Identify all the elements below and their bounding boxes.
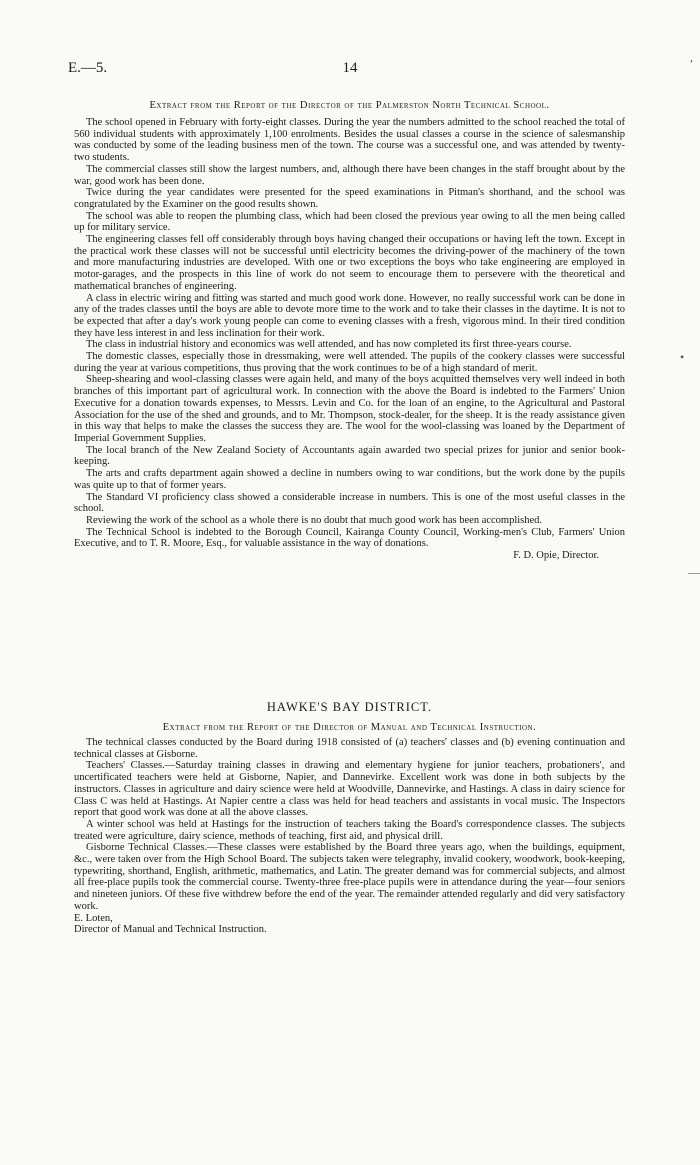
paragraph: The school was able to reopen the plumbing class, which had been closed the previous year owing to all the men being called up for military service. <box>74 210 625 234</box>
paragraph: The arts and crafts department again showed a decline in numbers owing to war conditions, but the work done by the pupils was quite up to that of former years. <box>74 468 625 491</box>
page-header <box>68 60 632 82</box>
paragraph: Sheep-shearing and wool-classing classes were again held, and many of the boys acquitted themselves very well indeed in both branches of this important part of agricultural work. In connection with the above the Board is indebted to the Farmers' Union Executive for a donation towards expenses, to Messrs. Levin and Co. for the loan of an engine, to the Agricultural and Pastoral Association for the use of the shed and grounds, and to Mr. Thompson, stock-dealer, for the sheep. It is the ready assistance given in this way that helps to make the classes the success they are. The wool for the wool-classing was loaned by the Department of Imperial Government Supplies. <box>74 374 625 444</box>
report-reference: E.—5. <box>68 60 108 76</box>
paragraph: The school opened in February with forty-eight classes. During the year the numbers admitted to the school reached the total of 560 individual students with approximately 1,100 enrolments. Besides the usual classes a course in the science of salesmanship was conducted by some of the leading business men of the town. The course was a successful one, and was attended by twenty-two students. <box>74 117 625 164</box>
district-heading: HAWKE'S BAY DISTRICT. <box>266 700 433 714</box>
section2-title: Extract from the Report of the Director of Manual and Technical Instruction. <box>162 722 537 733</box>
paragraph: The class in industrial history and economics was well attended, and has now completed its first three-years course. <box>86 339 572 351</box>
paragraph: Gisborne Technical Classes.—These classes were established by the Board three years ago, when the buildings, equipment, &c., were taken over from the High School Board. The subjects taken were telegraphy, invalid cookery, woodwork, book-keeping, typewriting, shorthand, English, arithmetic, mathematics, and Latin. The greater demand was for commercial subjects, and almost all free-place pupils took the commercial course. Twenty-three free-place pupils were in attendance during the year—four seniors and nineteen juniors. Of these five withdrew before the end of the year. The remainder attended regularly and did very satisfactory work. <box>74 842 625 912</box>
section1-title: Extract from the Report of the Director of the Palmerston North Technical School. <box>149 100 550 111</box>
section2-body <box>74 737 625 936</box>
paragraph: The engineering classes fell off considerably through boys having changed their occupations or having left the town. Except in the practical work these classes will not be successful until electricity becomes the driving-power of the machinery of the town and more manufacturing industries are developed. With one or two exceptions the boys who take engineering are employed in motor-garages, and the prospects in this line of work do not seem to encourage them to persevere with the theoretical and mathematical branches of engineering. <box>74 234 625 292</box>
page-number: 14 <box>342 60 358 76</box>
paragraph: The Standard VI proficiency class showed a considerable increase in numbers. This is one of the most useful classes in the school. <box>74 491 625 515</box>
paragraph: Reviewing the work of the school as a whole there is no doubt that much good work has been accomplished. <box>86 514 543 526</box>
paragraph: The commercial classes still show the largest numbers, and, although there have been changes in the staff brought about by the war, good work has been done. <box>74 163 625 187</box>
paragraph: The technical classes conducted by the Board during 1918 consisted of (a) teachers' classes and (b) evening continuation and technical classes at Gisborne. <box>74 737 625 760</box>
section2-signature-title: Director of Manual and Technical Instruction. <box>74 924 267 936</box>
paragraph: The Technical School is indebted to the Borough Council, Kairanga County Council, Working-men's Club, Farmers' Union Executive, and to T. R. Moore, Esq., for valuable assistance in the way of donations. <box>74 526 625 550</box>
paragraph: Twice during the year candidates were presented for the speed examinations in Pitman's shorthand, and the school was congratulated by the Examiner on the good results shown. <box>74 187 625 210</box>
paragraph: A class in electric wiring and fitting was started and much good work done. However, no really successful work can be done in any of the trades classes until the boys are able to devote more time to the work and to take their classes in the daytime. It is not to be expected that after a day's work young people can come to evening classes with a fresh, vigorous mind. In their tired condition they have less interest in and less inclination for their work. <box>74 292 625 339</box>
paragraph: The domestic classes, especially those in dressmaking, were well attended. The pupils of the cookery classes were successful during the year at various competitions, thus proving that the work continues to be of a high standard of merit. <box>74 351 625 374</box>
margin-mark: — <box>688 565 700 579</box>
paragraph: Teachers' Classes.—Saturday training classes in drawing and elementary hygiene for junior teachers, probationers', and uncertificated teachers were held at Gisborne, Napier, and Dannevirke. Excellent work was done in both subjects by the instructors. Classes in agriculture and dairy science were held at Woodville, Dannevirke, and Hastings. A class in dairy science for Class C was held at Hastings. At Napier centre a class was held for head teachers and assistants in vocal music. The Inspectors report that good work was done at all the above classes. <box>74 760 625 819</box>
margin-mark: , <box>690 50 693 64</box>
section2-signature-name: E. Loten, <box>74 912 113 924</box>
margin-mark: • <box>680 350 685 364</box>
section1-body <box>74 117 625 562</box>
paragraph: The local branch of the New Zealand Society of Accountants again awarded two special prizes for junior and senior book-keeping. <box>74 444 625 468</box>
section1-signature: F. D. Opie, Director. <box>513 550 599 562</box>
paragraph: A winter school was held at Hastings for the instruction of teachers taking the Board's correspondence classes. The subjects treated were agriculture, dairy science, methods of teaching, first aid, and physical drill. <box>74 818 625 842</box>
